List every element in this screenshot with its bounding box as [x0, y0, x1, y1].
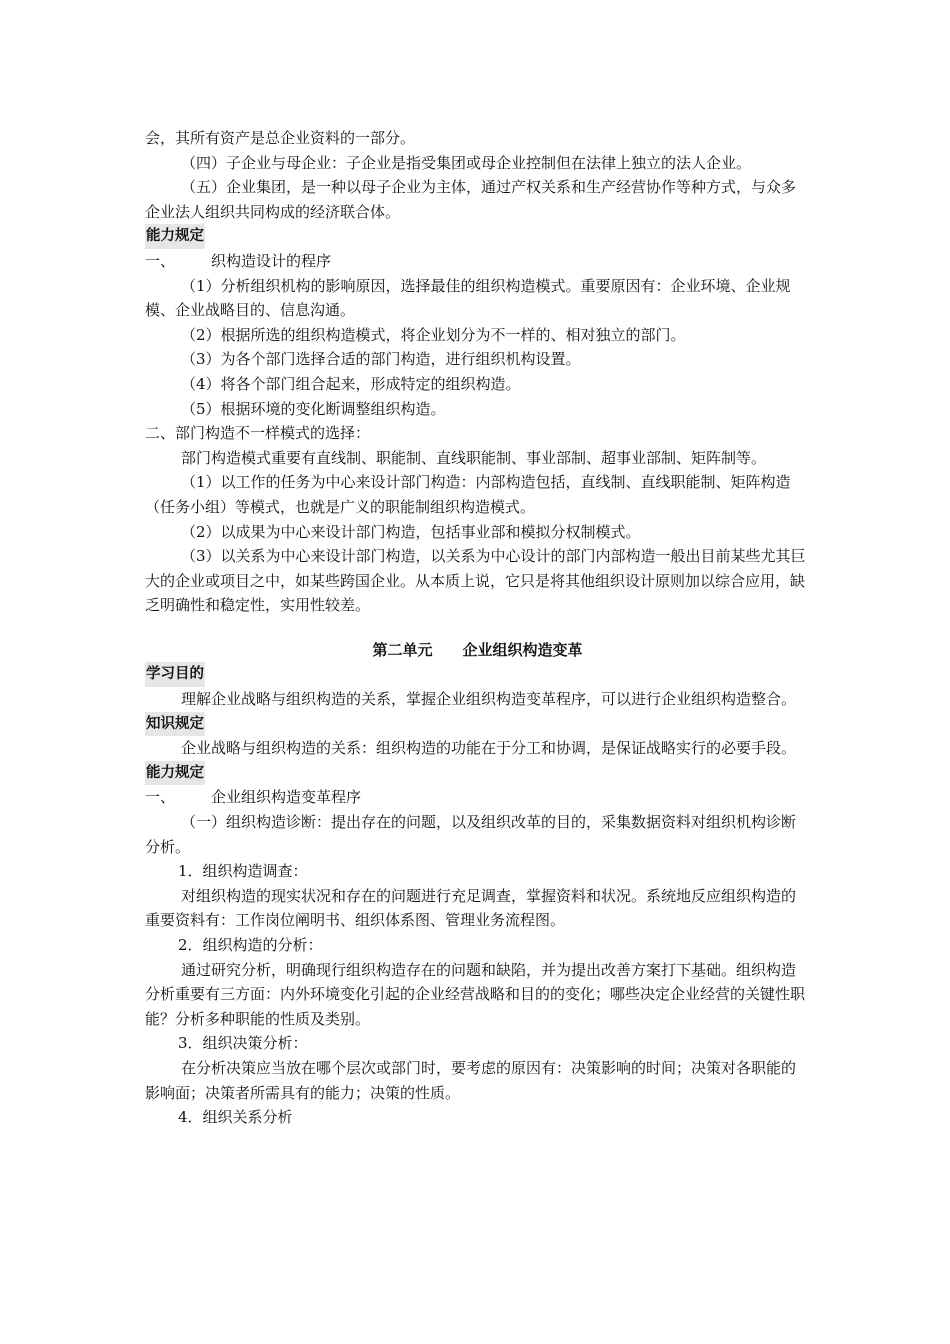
paragraph: （一）组织构造诊断：提出存在的问题，以及组织改革的目的，采集数据资料对组织机构诊断分析。	[145, 813, 797, 856]
paragraph: 会，其所有资产是总企业资料的一部分。	[145, 129, 416, 147]
list-item: （5）根据环境的变化断调整组织构造。	[181, 399, 446, 418]
unit-name: 企业组织构造变革	[462, 640, 583, 659]
paragraph: 理解企业战略与组织构造的关系，掌握企业组织构造变革程序，可以进行企业组织构造整合。	[181, 690, 797, 709]
paragraph: 企业战略与组织构造的关系：组织构造的功能在于分工和协调，是保证战略实行的必要手段。	[181, 739, 797, 758]
list-item: （3）为各个部门选择合适的部门构造，进行组织机构设置。	[181, 350, 581, 369]
heading-text: 织构造设计的程序	[211, 251, 332, 270]
heading-text: 企业组织构造变革程序	[211, 788, 362, 807]
paragraph: （四）子企业与母企业：子企业是指受集团或母企业控制但在法律上独立的法人企业。	[181, 153, 752, 172]
numbered-heading	[145, 785, 810, 810]
section-heading: 知识规定	[145, 712, 205, 737]
paragraph: （五）企业集团，是一种以母子企业为主体，通过产权关系和生产经营协作等种方式，与众多企业法人组织共同构成的经济联合体。	[145, 178, 797, 221]
heading-number: 一、	[145, 251, 176, 270]
section-heading: 能力规定	[145, 224, 205, 249]
section-heading: 能力规定	[145, 761, 205, 786]
numbered-subheading: 3．组织决策分析：	[178, 1034, 308, 1053]
paragraph: 对组织构造的现实状况和存在的问题进行充足调查，掌握资料和状况。系统地反应组织构造的重要资料有：工作岗位阐明书、组织体系图、管理业务流程图。	[145, 886, 797, 930]
list-item: （4）将各个部门组合起来，形成特定的组织构造。	[181, 374, 521, 393]
paragraph: 部门构造模式重要有直线制、职能制、直线职能制、事业部制、超事业部制、矩阵制等。	[181, 448, 767, 467]
unit-title	[145, 638, 810, 663]
numbered-subheading: 1．组织构造调查：	[178, 862, 308, 881]
list-item: （2）根据所选的组织构造模式，将企业划分为不一样的、相对独立的部门。	[181, 325, 686, 344]
heading-number: 一、	[145, 788, 176, 807]
subsection-heading: 二、部门构造不一样模式的选择：	[145, 424, 371, 443]
paragraph: 通过研究分析，明确现行组织构造存在的问题和缺陷，并为提出改善方案打下基础。组织构造分析重要有三方面：内外环境变化引起的企业经营战略和目的的变化；哪些决定企业经营的关键性职能？分析多种职能的性质及类别。	[145, 960, 806, 1028]
list-item: （3）以关系为中心来设计部门构造，以关系为中心设计的部门内部构造一般出目前某些尤其巨大的企业或项目之中，如某些跨国企业。从本质上说，它只是将其他组织设计原则加以综合应用，缺乏明确性和稳定性，实用性较差。	[145, 547, 806, 615]
document-body	[145, 126, 810, 1130]
list-item: （2）以成果为中心来设计部门构造，包括事业部和模拟分权制模式。	[181, 522, 641, 541]
unit-label: 第二单元	[372, 640, 433, 659]
paragraph: 在分析决策应当放在哪个层次或部门时，要考虑的原因有：决策影响的时间；决策对各职能的影响面；决策者所需具有的能力；决策的性质。	[145, 1058, 797, 1102]
numbered-heading	[145, 249, 810, 274]
numbered-subheading: 4．组织关系分析	[178, 1108, 293, 1127]
list-item: （1）以工作的任务为中心来设计部门构造：内部构造包括，直线制、直线职能制、矩阵构造（任务小组）等模式，也就是广义的职能制组织构造模式。	[145, 473, 791, 516]
list-item: （1）分析组织机构的影响原因，选择最佳的组织构造模式。重要原因有：企业环境、企业规模、企业战略目的、信息沟通。	[145, 276, 791, 320]
numbered-subheading: 2．组织构造的分析：	[178, 936, 323, 954]
section-heading: 学习目的	[145, 662, 205, 687]
